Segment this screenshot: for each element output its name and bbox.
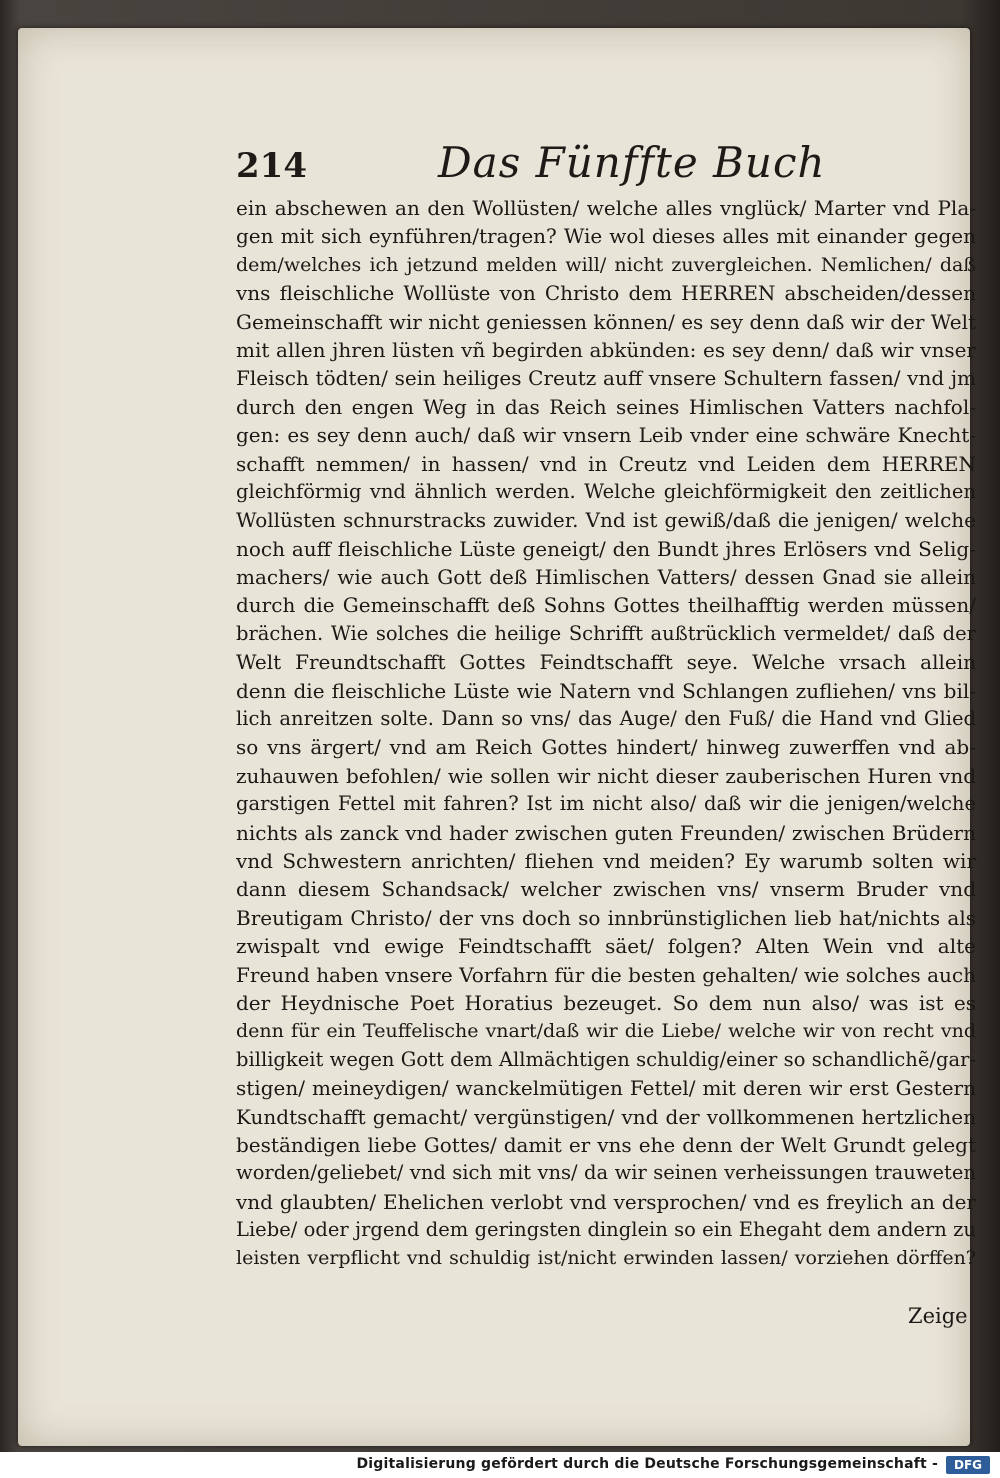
text-line: durch den engen Weg in das Reich seines Himlischen Vatters nachfol-	[236, 394, 976, 419]
text-line: Gemeinschafft wir nicht geniessen können/ es sey denn daß wir der Welt	[236, 309, 976, 334]
running-head: Das Fünffte Buch	[438, 138, 826, 187]
text-line: mit allen jhren lüsten vñ begirden abkünden: es sey denn/ daß wir vnser	[236, 337, 976, 362]
text-line: denn die fleischliche Lüste wie Natern vnd Schlangen zufliehen/ vns bil-	[236, 678, 976, 703]
text-line: Liebe/ oder jrgend dem geringsten dinglein so ein Ehegaht dem andern zu	[236, 1218, 976, 1242]
page-number: 214	[236, 146, 307, 186]
body-text	[236, 194, 976, 1273]
text-line: garstigen Fettel mit fahren? Ist im nicht also/ daß wir die jenigen/welche	[236, 792, 976, 816]
text-line: der Heydnische Poet Horatius bezeuget. So dem nun also/ was ist es	[236, 990, 976, 1015]
text-line: denn für ein Teuffelische vnart/daß wir die Liebe/ welche wir von recht vnd	[236, 1020, 976, 1043]
text-line: vnd glaubten/ Ehelichen verlobt vnd versprochen/ vnd es freylich an der	[236, 1189, 976, 1214]
text-line: machers/ wie auch Gott deß Himlischen Vatters/ dessen Gnad sie allein	[236, 565, 976, 590]
text-line: vns fleischliche Wollüste von Christo dem HERREN abscheiden/dessen	[236, 281, 976, 306]
text-line: Fleisch tödten/ sein heiliges Creutz auff vnsere Schultern fassen/ vnd jm	[236, 366, 976, 391]
text-line: zwispalt vnd ewige Feindtschafft säet/ folgen? Alten Wein vnd alte	[236, 934, 976, 959]
book-page	[18, 28, 976, 1446]
text-line: Breutigam Christo/ der vns doch so innbrünstiglichen lieb hat/nichts als	[236, 905, 976, 930]
text-line: dann diesem Schandsack/ welcher zwischen vns/ vnserm Bruder vnd	[236, 877, 976, 902]
catchword: Zeige	[908, 1304, 968, 1328]
text-line: gen mit sich eynführen/tragen? Wie wol dieses alles mit einander gegen	[236, 224, 976, 249]
text-line: brächen. Wie solches die heilige Schrifft außtrücklich vermeldet/ daß der	[236, 621, 976, 645]
text-line: Welt Freundtschafft Gottes Feindtschafft seye. Welche vrsach allein	[236, 650, 976, 675]
text-line: Wollüsten schnurstracks zuwider. Vnd ist gewiß/daß die jenigen/ welche	[236, 508, 976, 533]
text-line: lich anreitzen solte. Dann so vns/ das Auge/ den Fuß/ die Hand vnd Glied	[236, 707, 976, 731]
text-line: nichts als zanck vnd hader zwischen guten Freunden/ zwischen Brüdern	[236, 820, 976, 845]
text-line: stigen/ meineydigen/ wanckelmütigen Fettel/ mit deren wir erst Gestern	[236, 1076, 976, 1101]
text-line: noch auff fleischliche Lüste geneigt/ den Bundt jhres Erlösers vnd Selig-	[236, 536, 976, 561]
text-line: schafft nemmen/ in hassen/ vnd in Creutz vnd Leiden dem HERREN	[236, 451, 976, 476]
text-line: Kundtschafft gemacht/ vergünstigen/ vnd der vollkommenen hertzlichen	[236, 1104, 976, 1129]
text-line: gen: es sey denn auch/ daß wir vnsern Leib vnder eine schwäre Knecht-	[236, 423, 976, 448]
text-line: worden/geliebet/ vnd sich mit vns/ da wir seinen verheissungen trauweten	[236, 1161, 976, 1185]
text-line: dem/welches ich jetzund melden will/ nicht zuvergleichen. Nemlichen/ daß	[236, 253, 976, 276]
text-line: leisten verpflicht vnd schuldig ist/nicht erwinden lassen/ vorziehen dörffen?	[236, 1247, 976, 1270]
dfg-logo: DFG	[946, 1456, 990, 1474]
text-line: so vns ärgert/ vnd am Reich Gottes hindert/ hinweg zuwerffen vnd ab-	[236, 735, 976, 760]
text-line: zuhauwen befohlen/ wie sollen wir nicht dieser zauberischen Huren vnd	[236, 763, 976, 788]
text-line: durch die Gemeinschafft deß Sohns Gottes theilhafftig werden müssen/	[236, 593, 976, 618]
text-line: vnd Schwestern anrichten/ fliehen vnd meiden? Ey warumb solten wir	[236, 848, 976, 873]
text-line: beständigen liebe Gottes/ damit er vns ehe denn der Welt Grundt gelegt	[236, 1132, 976, 1157]
text-line: billigkeit wegen Gott dem Allmächtigen schuldig/einer so schandlichẽ/gar-	[236, 1047, 976, 1071]
text-line: ein abschewen an den Wollüsten/ welche alles vnglück/ Marter vnd Pla-	[236, 196, 976, 220]
funding-credit: Digitalisierung gefördert durch die Deutsche Forschungsgemeinschaft -	[356, 1456, 938, 1472]
text-line: gleichförmig vnd ähnlich werden. Welche gleichförmigkeit den zeitlichen	[236, 479, 976, 503]
footer-bar	[0, 1452, 1000, 1478]
text-line: Freund haben vnsere Vorfahrn für die besten gehalten/ wie solches auch	[236, 962, 976, 987]
